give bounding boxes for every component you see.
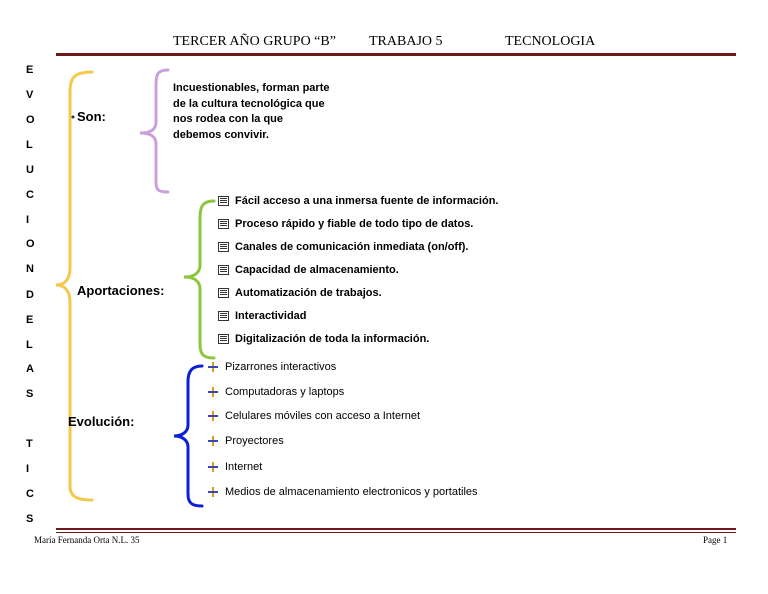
- vertical-letter: L: [26, 339, 33, 351]
- evolucion-text: Computadoras y laptops: [225, 386, 345, 398]
- evolucion-text: Pizarrones interactivos: [225, 361, 337, 373]
- list-bullet-icon: [218, 196, 229, 206]
- vertical-letter: D: [26, 289, 34, 301]
- cross-bullet-icon: [208, 462, 218, 472]
- aportacion-text: Capacidad de almacenamiento.: [235, 264, 399, 276]
- vertical-letter: U: [26, 164, 34, 176]
- vertical-letter: L: [26, 139, 33, 151]
- evolucion-item: [208, 410, 420, 422]
- cross-bullet-icon: [208, 487, 218, 497]
- vertical-letter: O: [26, 114, 35, 126]
- header-subject: TECNOLOGIA: [505, 34, 596, 49]
- vertical-letter: O: [26, 238, 35, 250]
- evolucion-item: [208, 435, 284, 447]
- evolucion-item: [208, 361, 336, 373]
- evolucion-bracket: [174, 366, 202, 506]
- list-bullet-icon: [218, 334, 229, 344]
- list-bullet-icon: [218, 219, 229, 229]
- vertical-letter: N: [26, 263, 34, 275]
- cross-bullet-icon: [208, 411, 218, 421]
- list-bullet-icon: [218, 288, 229, 298]
- vertical-letter: T: [26, 438, 33, 450]
- son-description: Incuestionables, forman parte de la cultura tecnológica que nos rodea con la que debemos convivir.: [173, 82, 330, 141]
- vertical-letter: I: [26, 463, 30, 475]
- evolucion-label: Evolución:: [68, 414, 135, 429]
- aportacion-text: Digitalización de toda la información.: [235, 333, 430, 345]
- son-dot: [72, 116, 75, 119]
- list-bullet-icon: [218, 242, 229, 252]
- vertical-letter: A: [26, 363, 34, 375]
- evolucion-text: Internet: [225, 461, 263, 473]
- aportaciones-label: Aportaciones:: [77, 283, 165, 298]
- aportacion-item: [218, 241, 468, 253]
- evolucion-item: [208, 461, 262, 473]
- vertical-letter: I: [26, 214, 30, 226]
- aportacion-item: [218, 195, 498, 207]
- aportacion-item: [218, 264, 399, 276]
- footer-rule-bottom: [56, 532, 736, 533]
- vertical-letter: S: [26, 388, 34, 400]
- vertical-letter: V: [26, 89, 34, 101]
- evolucion-text: Medios de almacenamiento electronicos y portatiles: [225, 486, 478, 498]
- header-title: TERCER AÑO GRUPO “B”: [173, 34, 336, 49]
- vertical-letter: C: [26, 189, 34, 201]
- aportacion-text: Canales de comunicación inmediata (on/off).: [235, 241, 469, 253]
- aportacion-item: [218, 333, 429, 345]
- aportacion-item: [218, 218, 473, 230]
- cross-bullet-icon: [208, 362, 218, 372]
- aportacion-text: Automatización de trabajos.: [235, 287, 382, 299]
- vertical-letter: E: [26, 64, 34, 76]
- footer-author: María Fernanda Orta N.L. 35: [34, 535, 140, 545]
- evolucion-text: Celulares móviles con acceso a Internet: [225, 410, 421, 422]
- aportacion-text: Interactividad: [235, 310, 307, 322]
- aportacion-item: [218, 287, 382, 299]
- footer-page-number: Page 1: [703, 535, 728, 545]
- aportacion-text: Proceso rápido y fiable de todo tipo de datos.: [235, 218, 474, 230]
- evolucion-item: [208, 386, 344, 398]
- vertical-letter: S: [26, 513, 34, 525]
- vertical-letter: E: [26, 314, 34, 326]
- evolucion-text: Proyectores: [225, 435, 284, 447]
- aportacion-item: [218, 310, 307, 322]
- vertical-letter: C: [26, 488, 34, 500]
- evolucion-item: [208, 486, 478, 498]
- son-bracket: [140, 70, 168, 192]
- son-label: Son:: [77, 109, 106, 124]
- cross-bullet-icon: [208, 387, 218, 397]
- list-bullet-icon: [218, 311, 229, 321]
- footer-rule-top: [56, 528, 736, 530]
- cross-bullet-icon: [208, 436, 218, 446]
- aportaciones-bracket: [184, 201, 214, 358]
- aportacion-text: Fácil acceso a una inmersa fuente de información.: [235, 195, 499, 207]
- list-bullet-icon: [218, 265, 229, 275]
- header-work: TRABAJO 5: [369, 34, 443, 49]
